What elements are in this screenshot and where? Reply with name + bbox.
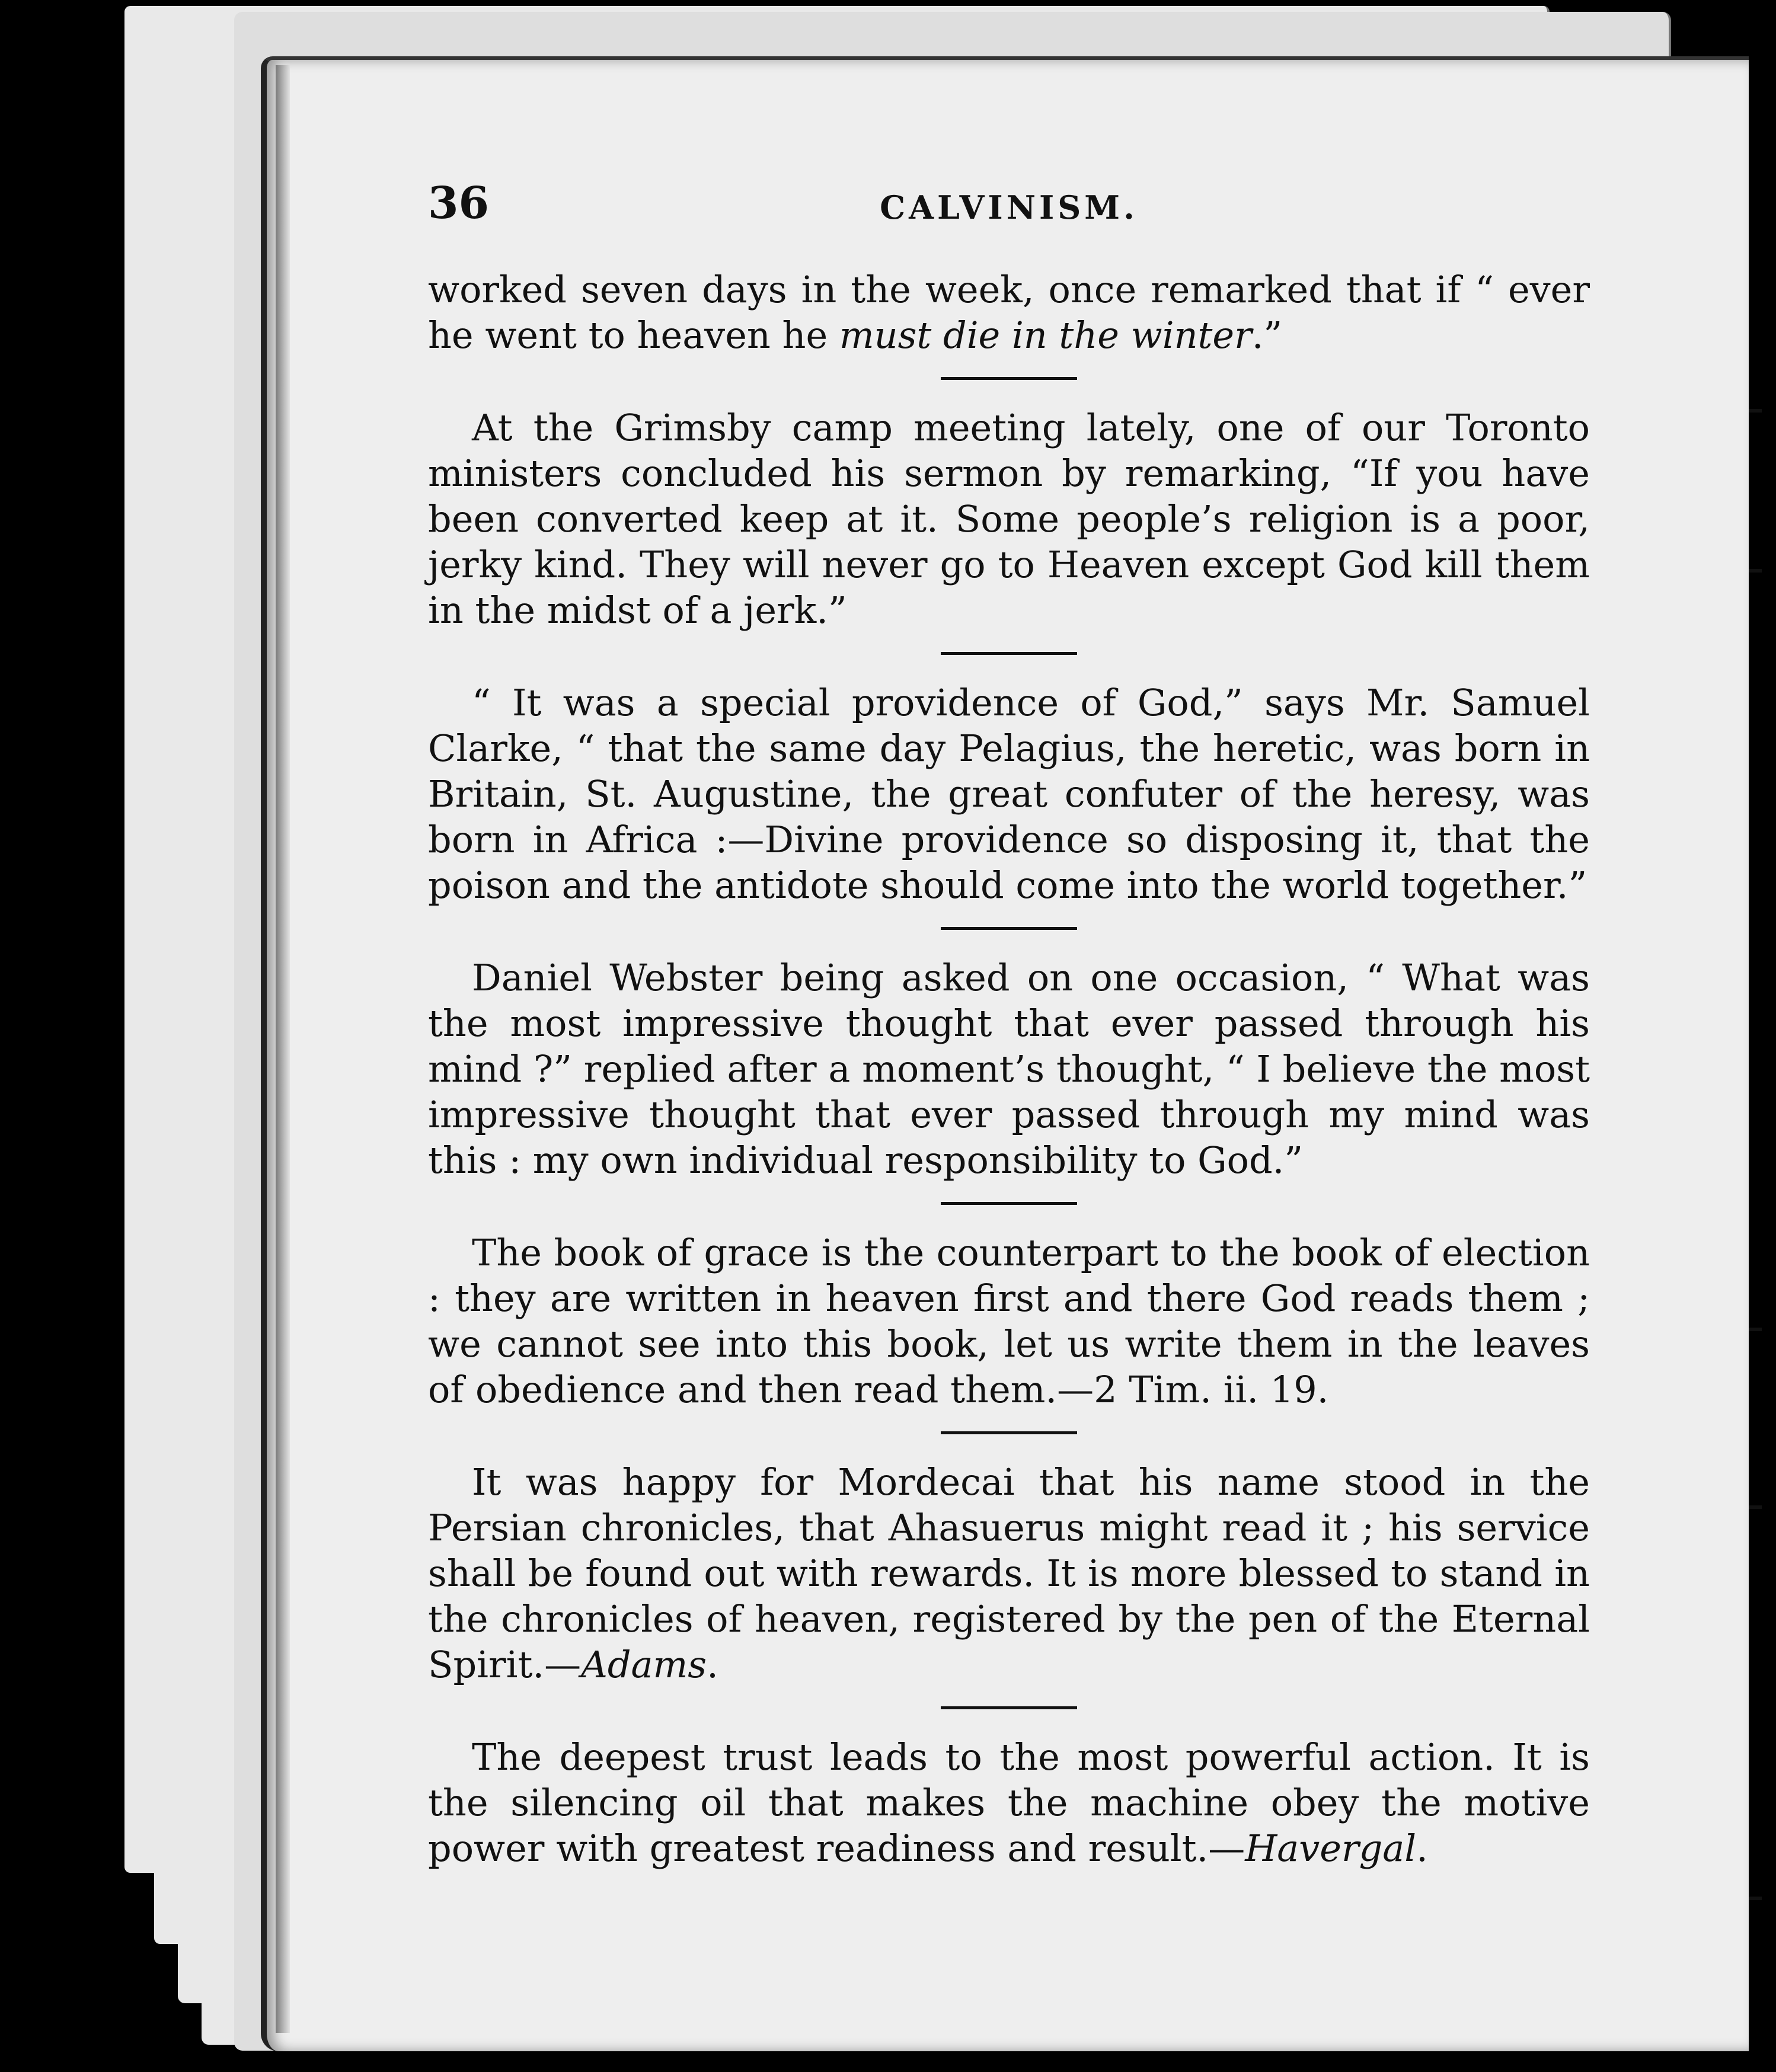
- paragraph: [428, 1230, 1590, 1412]
- paragraph: [428, 267, 1590, 358]
- binding-notch: [1749, 1897, 1762, 1900]
- paragraph: [428, 1459, 1590, 1687]
- paragraph-text: Daniel Webster being asked on one occasion, “ What was the most impressive thought that ever passed through his mind ?” replied after a moment’s thought, “ I believe the most impressive thought that ever passed through my mind was this : my own individual responsibility to God.”: [428, 956, 1590, 1182]
- paragraph-text: The book of grace is the counterpart to the book of election : they are written in heaven first and there God reads them ; we cannot see into this book, let us write them in the leaves of obedience and then read them.—2 Tim. ii. 19.: [428, 1231, 1590, 1411]
- paragraph-text: The deepest trust leads to the most powerful action. It is the silencing oil that makes the machine obey the motive power with greatest readiness and result.—: [428, 1735, 1590, 1870]
- separator-rule: [941, 927, 1077, 930]
- binding-notch: [1749, 1505, 1762, 1509]
- paragraph-tail: .: [1416, 1827, 1428, 1870]
- paragraph-tail: .: [707, 1643, 718, 1686]
- page-number: 36: [428, 178, 489, 229]
- running-head: CALVINISM.: [880, 188, 1138, 226]
- page-text: [428, 267, 1590, 1871]
- separator-rule: [941, 1706, 1077, 1709]
- italic-phrase: must die in the winter: [839, 314, 1252, 357]
- paragraph-text: It was happy for Mordecai that his name stood in the Persian chronicles, that Ahasuerus might read it ; his service shall be found out with rewards. It is more blessed to stand in the chronicles of heaven, registered by the pen of the Eternal Spirit.—: [428, 1460, 1590, 1686]
- paragraph: [428, 680, 1590, 908]
- attribution: Havergal: [1245, 1827, 1417, 1870]
- page-gutter: [276, 65, 290, 2033]
- binding-notch: [1749, 569, 1762, 573]
- separator-rule: [941, 377, 1077, 380]
- paragraph: [428, 405, 1590, 633]
- page-header: [428, 178, 1590, 243]
- binding-notch: [1749, 1328, 1762, 1331]
- paragraph: [428, 955, 1590, 1183]
- paragraph-text: worked seven days in the week, once remarked that if “ ever he went to heaven he: [428, 268, 1590, 357]
- paragraph-tail: .”: [1251, 314, 1283, 357]
- attribution: Adams: [581, 1643, 707, 1686]
- separator-rule: [941, 1431, 1077, 1434]
- separator-rule: [941, 652, 1077, 655]
- paragraph-text: At the Grimsby camp meeting lately, one of our Toronto ministers concluded his sermon by remarking, “If you have been converted keep at it. Some people’s religion is a poor, jerky kind. They will never go to Heaven except God kill them in the midst of a jerk.”: [428, 406, 1590, 632]
- binding-notch: [1749, 409, 1762, 413]
- paragraph-text: “ It was a special providence of God,” says Mr. Samuel Clarke, “ that the same day Pelagius, the heretic, was born in Britain, St. Augustine, the great confuter of the heresy, was born in Africa :—Divine providence so disposing it, that the poison and the antidote should come into the world together.”: [428, 681, 1590, 907]
- paragraph: [428, 1734, 1590, 1871]
- separator-rule: [941, 1202, 1077, 1205]
